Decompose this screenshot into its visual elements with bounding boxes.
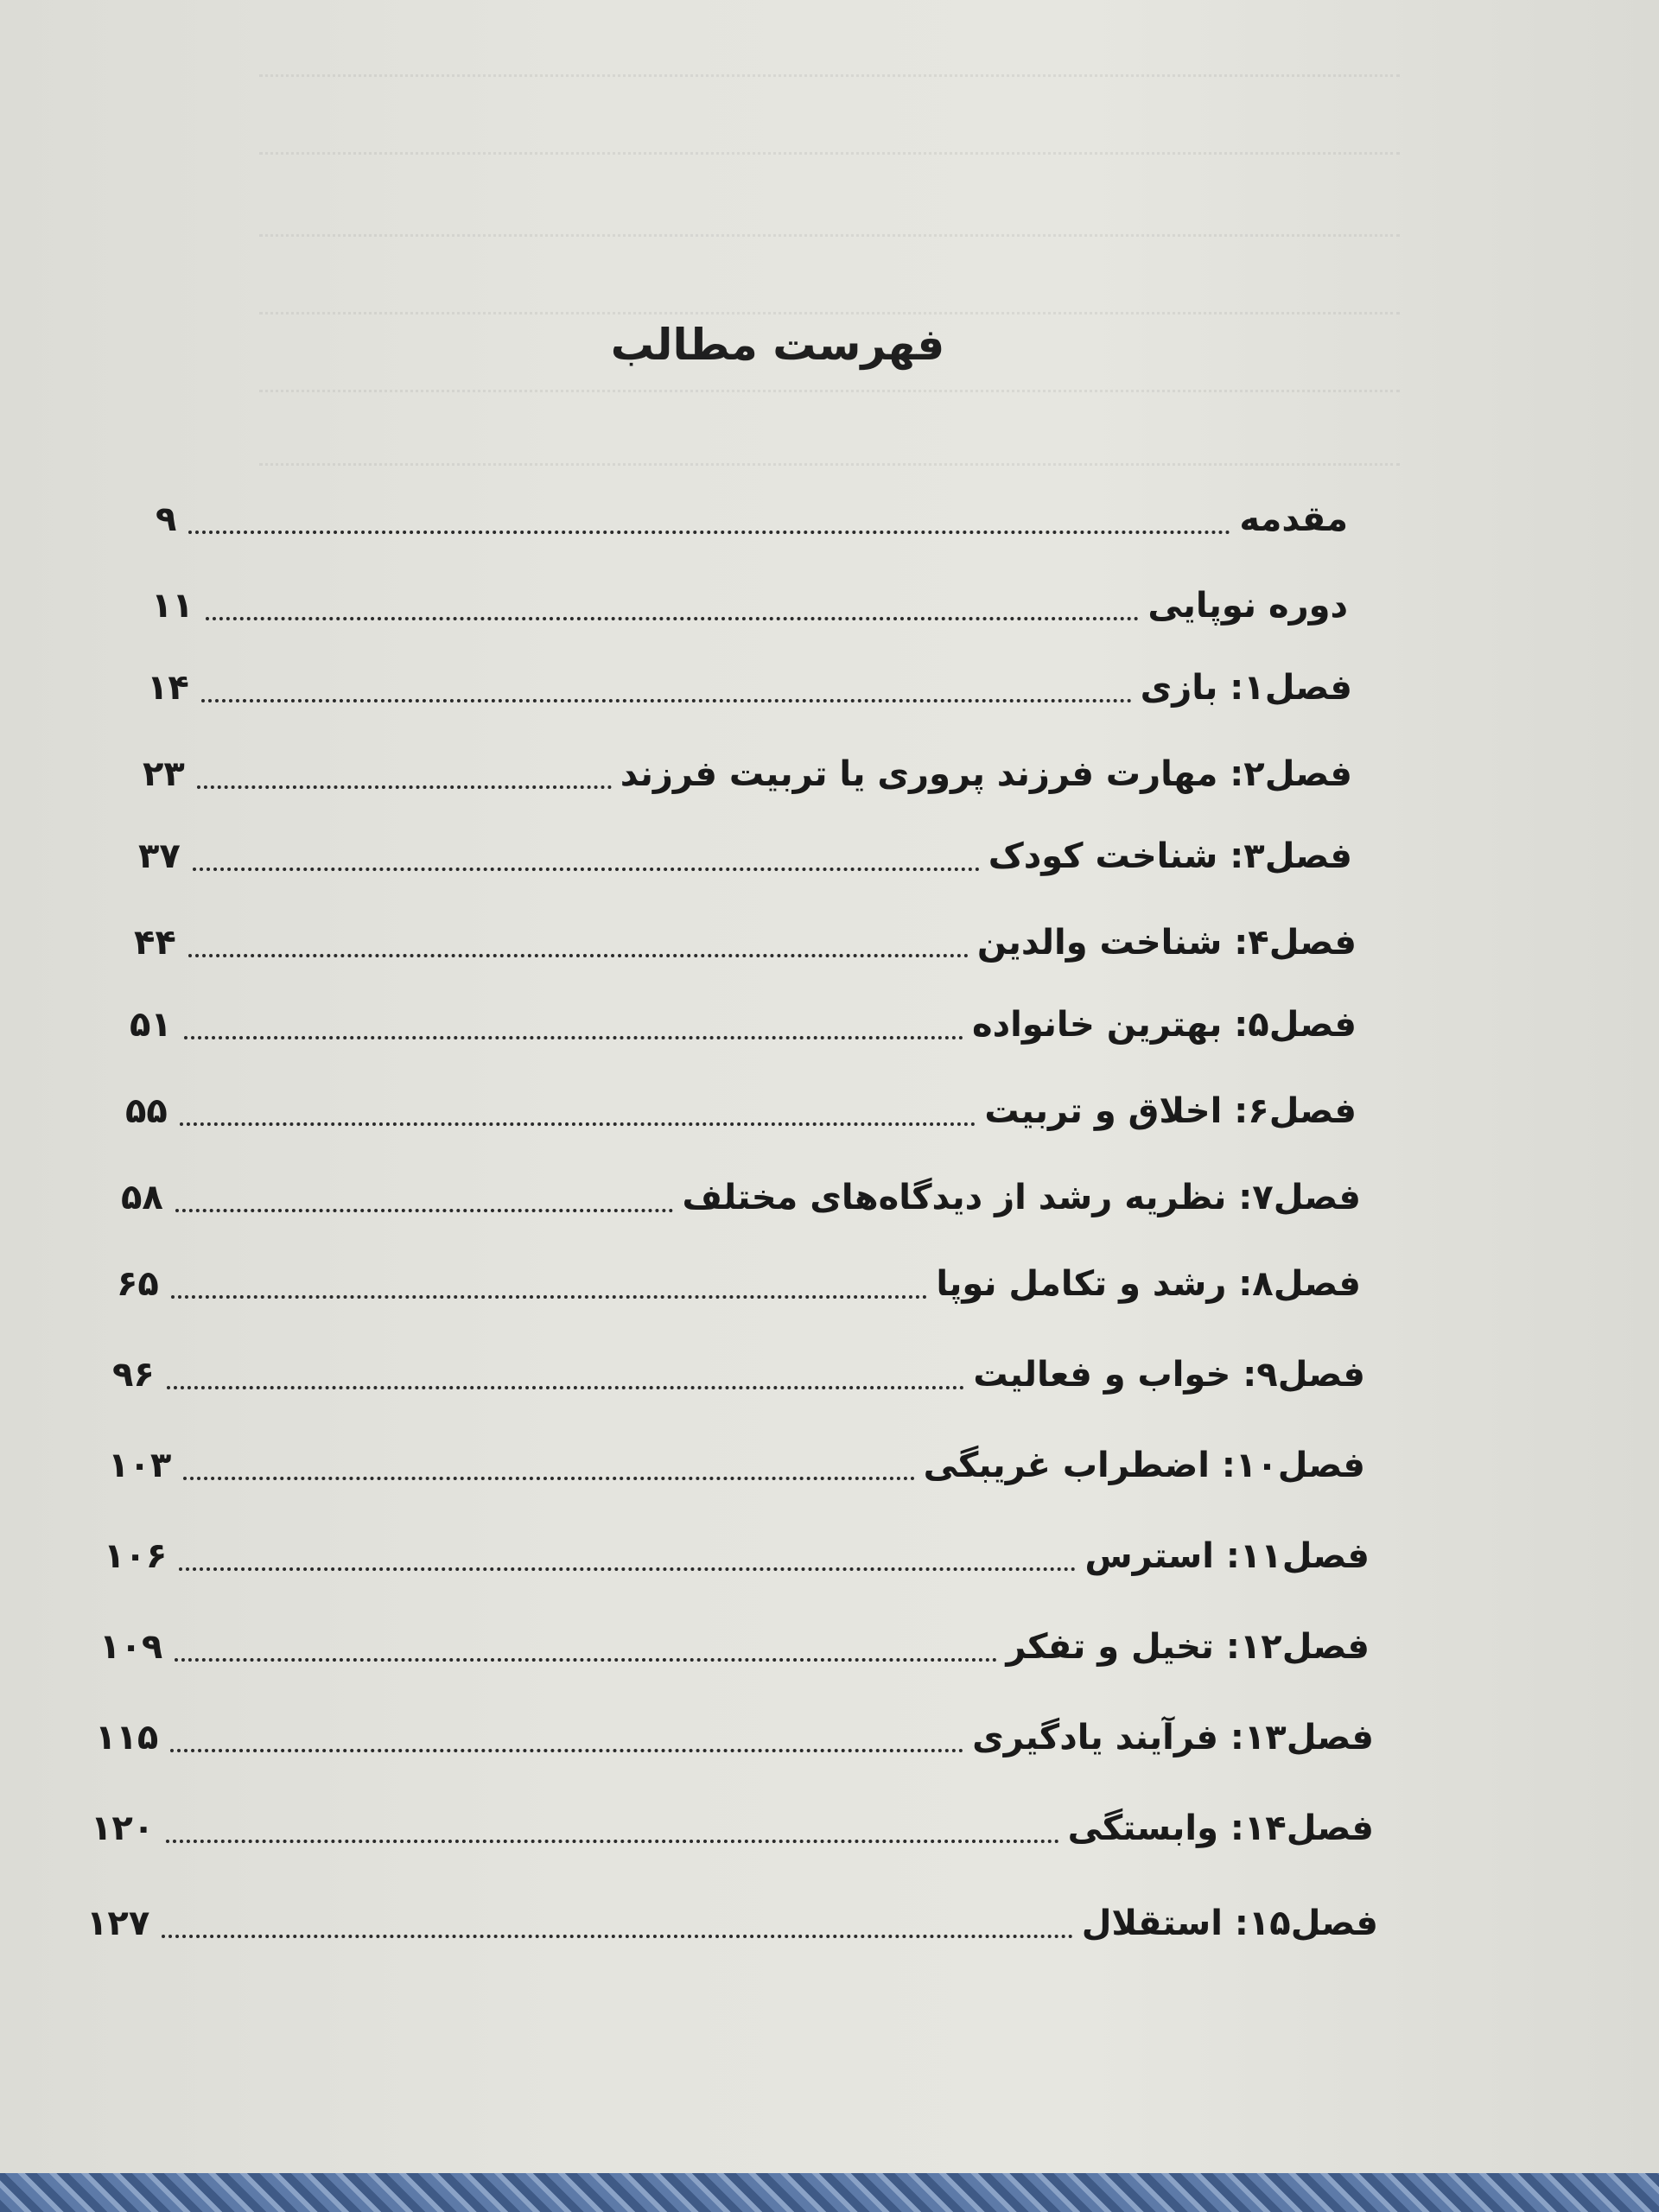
toc-entry-label: دوره نوپایی <box>1147 586 1348 626</box>
toc-entry <box>151 570 1348 631</box>
toc-entry-page: ۱۲۷ <box>86 1904 150 1943</box>
toc-entry-page: ۵۵ <box>125 1091 168 1131</box>
toc-entry <box>91 1793 1374 1853</box>
toc-entry <box>112 1339 1365 1400</box>
dot-leader <box>206 617 1140 620</box>
toc-entry-page: ۱۱ <box>151 586 194 626</box>
toc-entry-label: فصل۱۱: استرس <box>1084 1536 1370 1576</box>
toc-entry-page: ۶۵ <box>117 1264 159 1304</box>
toc-entry-label: فصل۴: شناخت والدین <box>976 923 1357 963</box>
dot-leader <box>180 1122 976 1126</box>
toc-entry-label: مقدمه <box>1239 499 1348 539</box>
toc-entry <box>86 1888 1378 1948</box>
dot-leader <box>201 699 1132 702</box>
toc-entry-page: ۲۳ <box>143 754 185 794</box>
dot-leader <box>167 1386 965 1389</box>
dot-leader <box>170 1749 963 1752</box>
toc-entry <box>117 1249 1361 1309</box>
toc-entry-page: ۱۱۵ <box>95 1718 159 1758</box>
toc-entry-label: فصل۱۲: تخیل و تفکر <box>1006 1627 1370 1667</box>
toc-entry-label: فصل۳: شناخت کودک <box>988 836 1352 876</box>
toc-entry <box>125 1076 1357 1136</box>
toc-entry-label: فصل۲: مهارت فرزند پروری یا تربیت فرزند <box>620 754 1352 794</box>
toc-entry-label: فصل۶: اخلاق و تربیت <box>984 1091 1357 1131</box>
page-title: فهرست مطالب <box>610 320 945 370</box>
dot-leader <box>162 1935 1072 1938</box>
dot-leader <box>188 954 969 957</box>
toc-entry-label: فصل۹: خواب و فعالیت <box>973 1355 1365 1395</box>
toc-entry <box>99 1611 1370 1672</box>
toc-entry-label: فصل۱۰: اضطراب غریبگی <box>923 1446 1365 1485</box>
dot-leader <box>175 1209 674 1212</box>
toc-entry-page: ۹ <box>156 499 177 539</box>
toc-entry-page: ۱۴ <box>147 668 189 708</box>
toc-entry-label: فصل۵: بهترین خانواده <box>971 1005 1357 1045</box>
toc-entry <box>95 1702 1374 1763</box>
toc-entry-label: فصل۸: رشد و تکامل نوپا <box>936 1264 1361 1304</box>
toc-entry <box>121 1162 1361 1223</box>
toc-entry-page: ۳۷ <box>138 836 181 876</box>
toc-entry-page: ۱۰۶ <box>104 1536 168 1576</box>
toc-entry-page: ۴۴ <box>134 923 176 963</box>
dot-leader <box>183 1477 914 1480</box>
toc-entry <box>130 989 1357 1050</box>
dot-leader <box>166 1840 1058 1843</box>
toc-entry-label: فصل۱۵: استقلال <box>1081 1904 1378 1943</box>
toc-entry <box>108 1430 1365 1491</box>
toc-entry-page: ۱۰۹ <box>99 1627 163 1667</box>
toc-entry-label: فصل۱: بازی <box>1140 668 1352 708</box>
toc-entry <box>104 1521 1370 1581</box>
dot-leader <box>179 1567 1076 1571</box>
toc-entry-page: ۹۶ <box>112 1355 155 1395</box>
toc-entry <box>156 484 1348 544</box>
toc-entry-page: ۱۰۳ <box>108 1446 172 1485</box>
toc-entry-page: ۵۸ <box>121 1178 163 1217</box>
toc-entry <box>147 652 1352 713</box>
dot-leader <box>171 1295 928 1299</box>
dot-leader <box>184 1036 963 1039</box>
toc-entry-page: ۱۲۰ <box>91 1808 155 1848</box>
toc-entry-label: فصل۷: نظریه رشد از دیدگاه‌های مختلف <box>682 1178 1361 1217</box>
dot-leader <box>197 785 612 789</box>
toc-entry-label: فصل۱۴: وابستگی <box>1067 1808 1374 1848</box>
dot-leader <box>193 868 980 871</box>
toc-entry <box>134 907 1357 968</box>
tablecloth-background <box>0 2173 1659 2212</box>
toc-entry <box>138 821 1352 881</box>
toc-entry <box>143 739 1352 799</box>
dot-leader <box>188 531 1230 534</box>
toc-entry-page: ۵۱ <box>130 1005 172 1045</box>
toc-entry-label: فصل۱۳: فرآیند یادگیری <box>972 1718 1374 1758</box>
dot-leader <box>175 1658 997 1662</box>
